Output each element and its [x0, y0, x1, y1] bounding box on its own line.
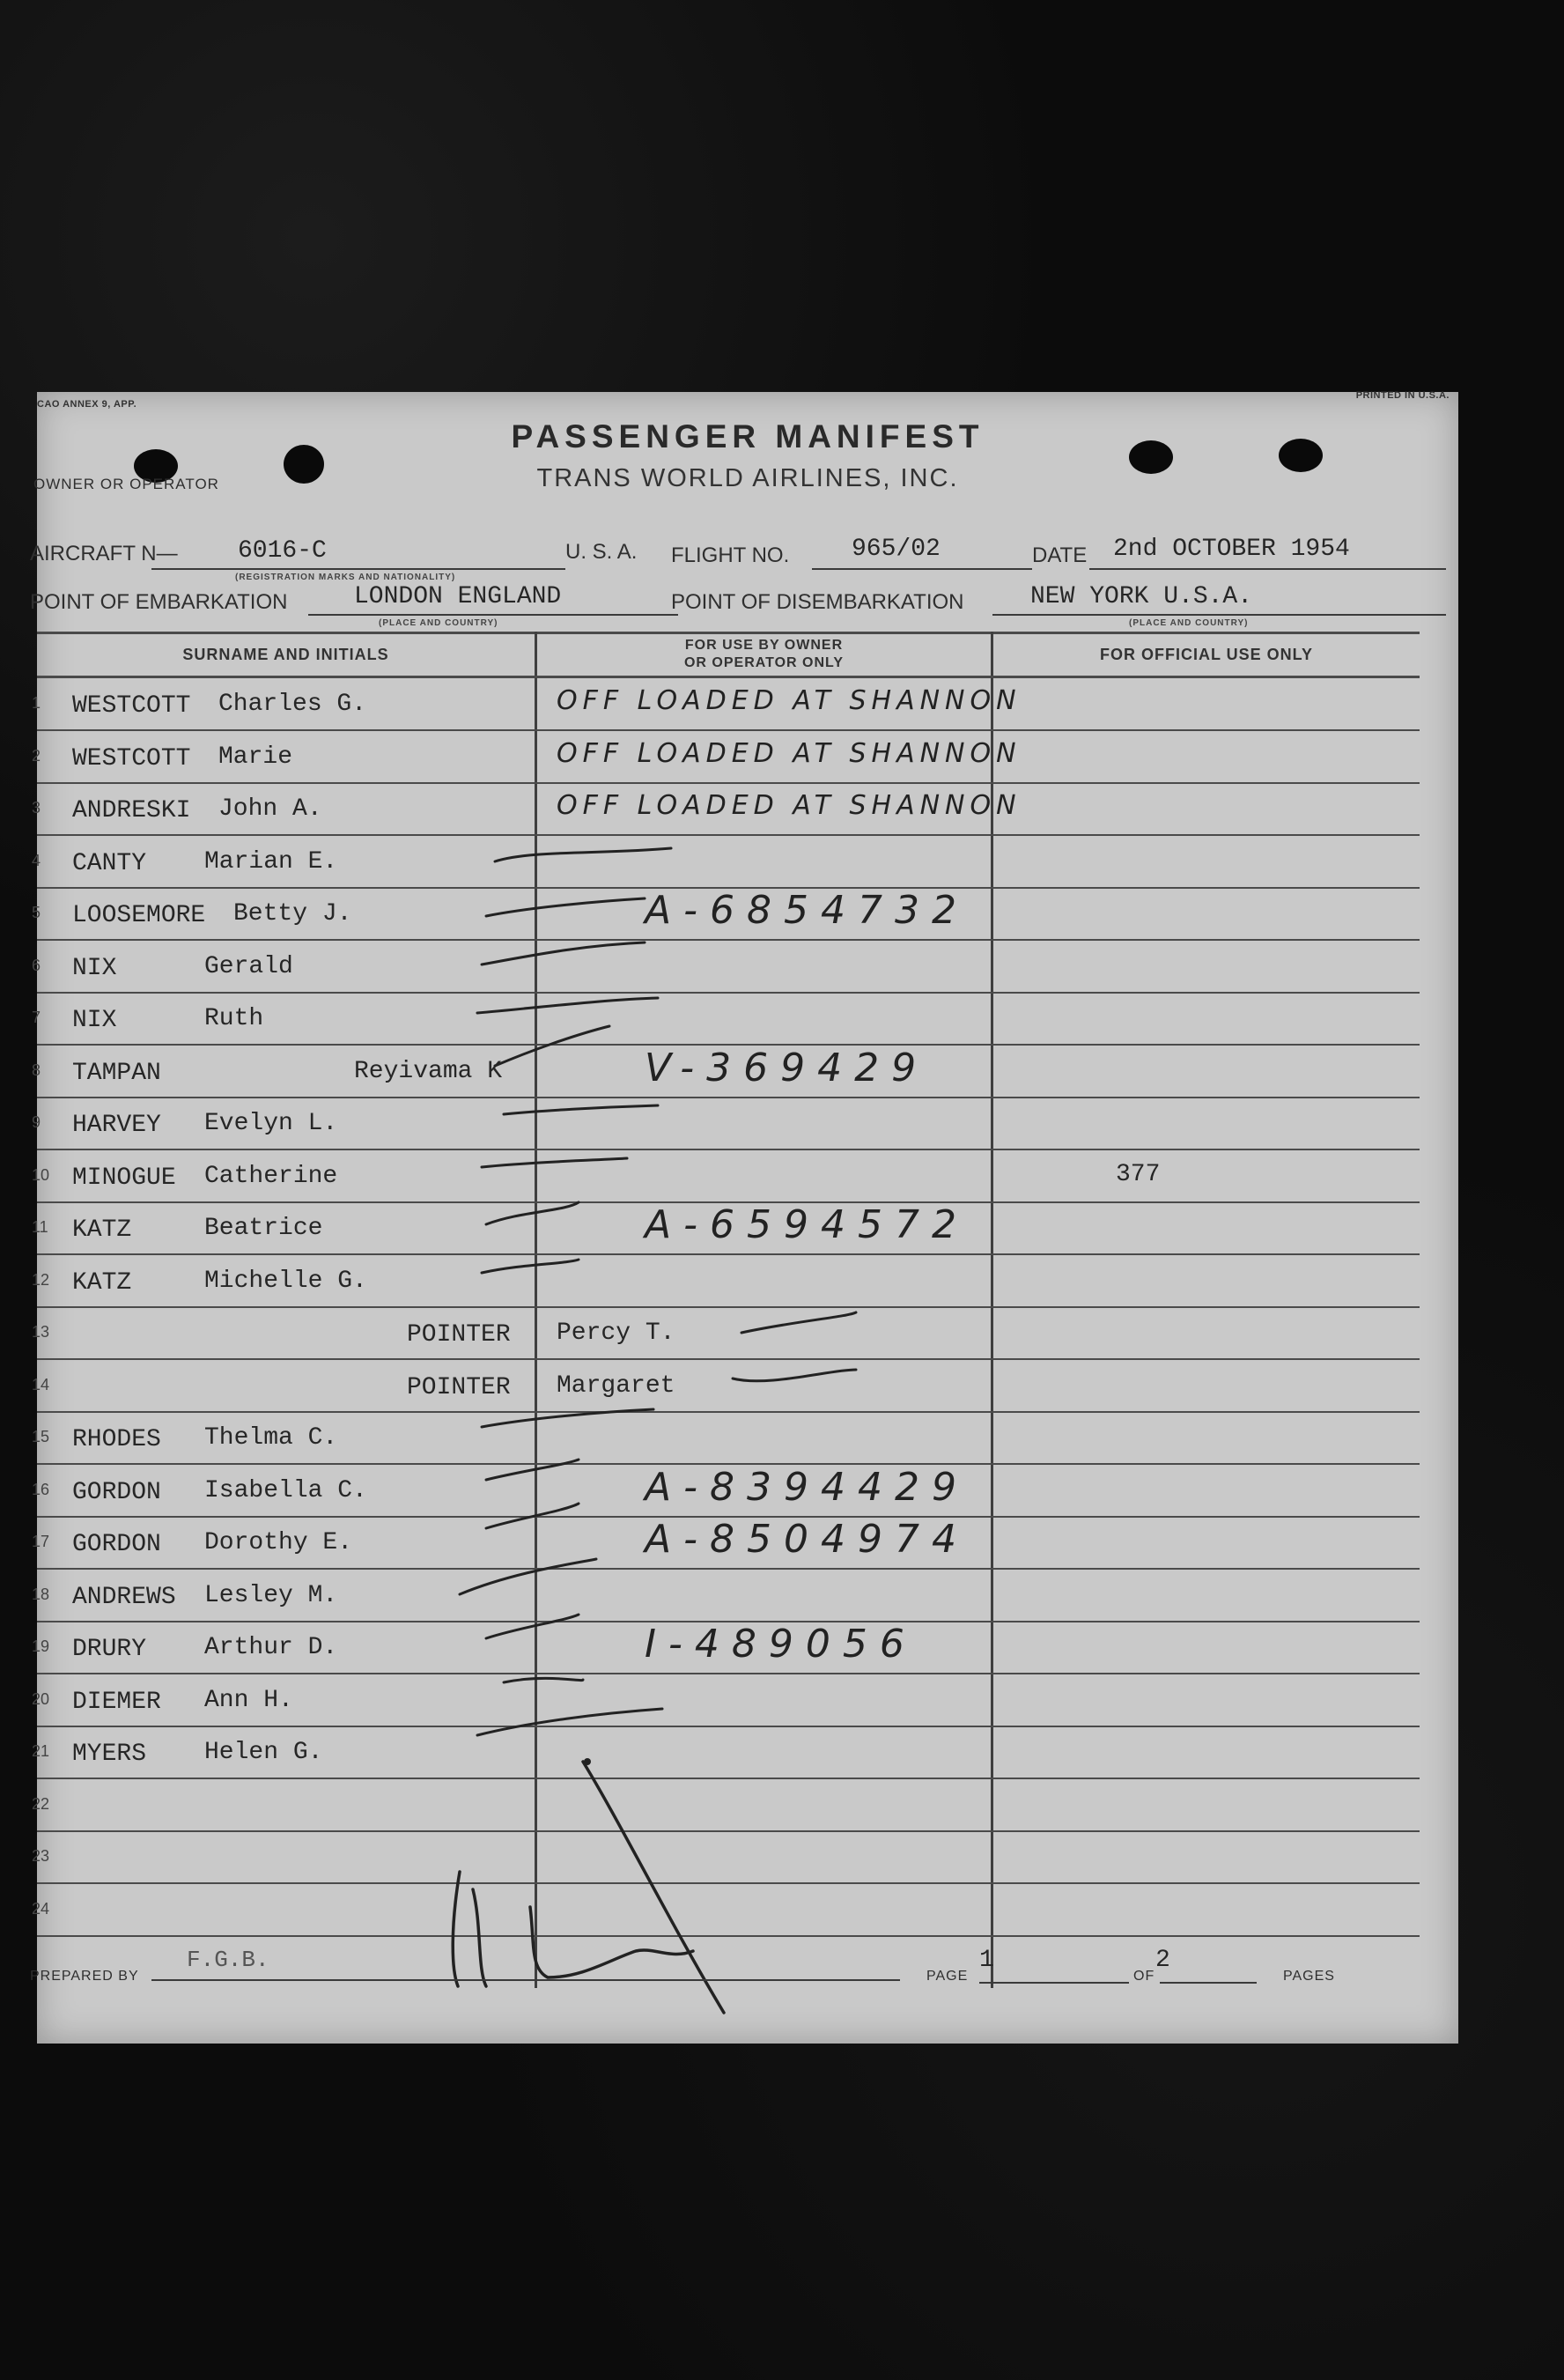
check-mark	[482, 1409, 653, 1427]
row-number: 17	[32, 1533, 50, 1550]
pages-label: PAGES	[1283, 1969, 1335, 1984]
passenger-given-name: Marian E.	[204, 848, 338, 876]
registration-note: (REGISTRATION MARKS AND NATIONALITY)	[235, 573, 456, 582]
passenger-surname: GORDON	[72, 1479, 161, 1506]
row-number: 4	[32, 852, 41, 869]
passenger-surname: MINOGUE	[72, 1164, 176, 1192]
of-line	[1160, 1982, 1257, 1984]
row-number: 3	[32, 799, 41, 817]
embarkation-label: POINT OF EMBARKATION	[30, 590, 288, 614]
passenger-given-name: Marie	[218, 743, 293, 771]
passenger-given-name: Catherine	[204, 1163, 338, 1190]
owner-note: V-369429	[645, 1046, 929, 1090]
owner-note: A-8394429	[645, 1465, 969, 1510]
place-note: (PLACE AND COUNTRY)	[1129, 618, 1249, 628]
usa-label: U. S. A.	[565, 540, 638, 564]
passenger-given-name: Gerald	[204, 953, 293, 980]
official-note: 377	[1116, 1161, 1161, 1188]
row-number: 21	[32, 1742, 50, 1760]
check-mark	[504, 1105, 658, 1114]
passenger-surname: ANDREWS	[72, 1584, 176, 1611]
check-mark	[486, 1202, 579, 1224]
disembarkation-value: NEW YORK U.S.A.	[1030, 583, 1253, 610]
row-number: 12	[32, 1271, 50, 1289]
row-number: 7	[32, 1009, 41, 1026]
check-mark	[733, 1370, 856, 1381]
passenger-given-name: Thelma C.	[204, 1424, 338, 1452]
passenger-given-name: Helen G.	[204, 1739, 323, 1766]
passenger-surname: CANTY	[72, 850, 147, 877]
prepared-by-value: F.G.B.	[187, 1947, 269, 1973]
aircraft-label: AIRCRAFT N—	[30, 542, 178, 565]
row-number: 10	[32, 1166, 50, 1184]
passenger-given-name: Lesley M.	[204, 1582, 338, 1609]
check-mark	[482, 942, 645, 965]
passenger-given-name: Evelyn L.	[204, 1110, 338, 1137]
owner-note: A-6854732	[645, 888, 969, 933]
passenger-surname: MYERS	[72, 1741, 147, 1768]
surname-column-header: SURNAME AND INITIALS	[182, 646, 389, 663]
owner-column-header-line1: FOR USE BY OWNER	[684, 638, 844, 653]
of-label: OF	[1133, 1969, 1155, 1984]
passenger-given-name: Percy T.	[557, 1319, 675, 1347]
passenger-surname: WESTCOTT	[72, 692, 191, 720]
row-number: 1	[32, 694, 41, 712]
passenger-surname: DIEMER	[72, 1689, 161, 1716]
owner-note: A-6594572	[645, 1202, 969, 1247]
row-number: 15	[32, 1428, 50, 1445]
row-number: 24	[32, 1900, 50, 1918]
passenger-given-name: Betty J.	[233, 900, 352, 928]
manifest-title: PASSENGER MANIFEST	[511, 418, 985, 455]
check-mark	[486, 1615, 579, 1638]
aircraft-value: 6016-C	[238, 537, 327, 565]
check-mark	[486, 1504, 579, 1528]
passenger-given-name: Dorothy E.	[204, 1529, 353, 1556]
form-annex-note: CAO ANNEX 9, APP.	[37, 399, 137, 410]
page-label: PAGE	[926, 1969, 969, 1984]
prepared-line	[151, 1979, 900, 1981]
row-number: 13	[32, 1323, 50, 1341]
passenger-surname: GORDON	[72, 1531, 161, 1558]
passenger-surname: LOOSEMORE	[72, 902, 206, 929]
check-mark	[495, 1026, 609, 1066]
passenger-surname: RHODES	[72, 1426, 161, 1453]
passenger-given-name: Arthur D.	[204, 1634, 338, 1661]
passenger-given-name: Ruth	[204, 1005, 264, 1032]
handwritten-marks	[37, 392, 1458, 2044]
row-number: 18	[32, 1585, 50, 1603]
passenger-surname: KATZ	[72, 1269, 132, 1297]
check-mark	[482, 1158, 627, 1167]
owner-column-header-line2: OR OPERATOR ONLY	[683, 655, 845, 670]
passenger-given-name: Reyivama K	[354, 1058, 503, 1085]
check-mark	[486, 898, 645, 916]
row-number: 16	[32, 1481, 50, 1498]
official-column-header: FOR OFFICIAL USE ONLY	[1099, 646, 1314, 663]
airline-name: TRANS WORLD AIRLINES, INC.	[536, 464, 959, 492]
owner-note: I-489056	[645, 1622, 917, 1667]
pen-stroke	[583, 1762, 724, 2013]
flight-value: 965/02	[852, 536, 941, 563]
passenger-surname: NIX	[72, 955, 117, 982]
check-mark	[486, 1460, 579, 1480]
date-label: DATE	[1032, 543, 1088, 567]
passenger-given-name: Isabella C.	[204, 1477, 367, 1504]
row-number: 20	[32, 1690, 50, 1708]
passenger-given-name: Ann H.	[204, 1687, 293, 1714]
passenger-surname: NIX	[72, 1007, 117, 1034]
row-number: 5	[32, 904, 41, 921]
place-note: (PLACE AND COUNTRY)	[379, 618, 498, 628]
signature-scrawl	[453, 1872, 693, 1986]
row-number: 22	[32, 1795, 50, 1813]
passenger-surname: HARVEY	[72, 1112, 161, 1139]
passenger-given-name: Charles G.	[218, 691, 367, 718]
row-number: 8	[32, 1061, 41, 1079]
passenger-surname: POINTER	[407, 1374, 511, 1401]
check-mark	[477, 998, 658, 1013]
page-value: 1	[979, 1947, 994, 1974]
check-mark	[460, 1559, 596, 1594]
owner-note: A-8504974	[645, 1517, 969, 1562]
check-mark	[741, 1312, 856, 1333]
check-mark	[495, 848, 671, 861]
row-number: 23	[32, 1847, 50, 1865]
disembarkation-label: POINT OF DISEMBARKATION	[671, 590, 964, 614]
row-number: 19	[32, 1637, 50, 1655]
passenger-surname: POINTER	[407, 1321, 511, 1349]
check-mark	[504, 1678, 583, 1682]
passenger-given-name: Margaret	[557, 1372, 675, 1400]
owner-note: OFF LOADED AT SHANNON	[557, 685, 1022, 716]
passenger-surname: KATZ	[72, 1216, 132, 1244]
printed-note: PRINTED IN U.S.A.	[1355, 390, 1450, 401]
owner-operator-label: OWNER OR OPERATOR	[33, 476, 219, 492]
manifest-sheet	[30, 390, 1458, 2044]
passenger-given-name: John A.	[218, 795, 322, 823]
row-number: 14	[32, 1376, 50, 1393]
passenger-surname: ANDRESKI	[72, 797, 191, 824]
passenger-surname: DRURY	[72, 1636, 147, 1663]
owner-note: OFF LOADED AT SHANNON	[557, 790, 1022, 821]
row-number: 6	[32, 957, 41, 974]
flight-label: FLIGHT NO.	[671, 543, 790, 567]
passenger-given-name: Michelle G.	[204, 1268, 367, 1295]
of-value: 2	[1155, 1947, 1170, 1974]
owner-note: OFF LOADED AT SHANNON	[557, 738, 1022, 769]
prepared-by-label: PREPARED BY	[30, 1969, 139, 1984]
check-mark	[482, 1260, 579, 1273]
row-number: 9	[32, 1113, 41, 1131]
row-number: 2	[32, 747, 41, 765]
passenger-given-name: Beatrice	[204, 1215, 323, 1242]
passenger-surname: TAMPAN	[72, 1060, 161, 1087]
date-value: 2nd OCTOBER 1954	[1113, 536, 1350, 563]
ink-dot	[584, 1758, 591, 1765]
passenger-surname: WESTCOTT	[72, 745, 191, 772]
row-number: 11	[32, 1218, 48, 1236]
check-mark	[477, 1709, 662, 1735]
page-line	[979, 1982, 1129, 1984]
embarkation-value: LONDON ENGLAND	[354, 583, 562, 610]
